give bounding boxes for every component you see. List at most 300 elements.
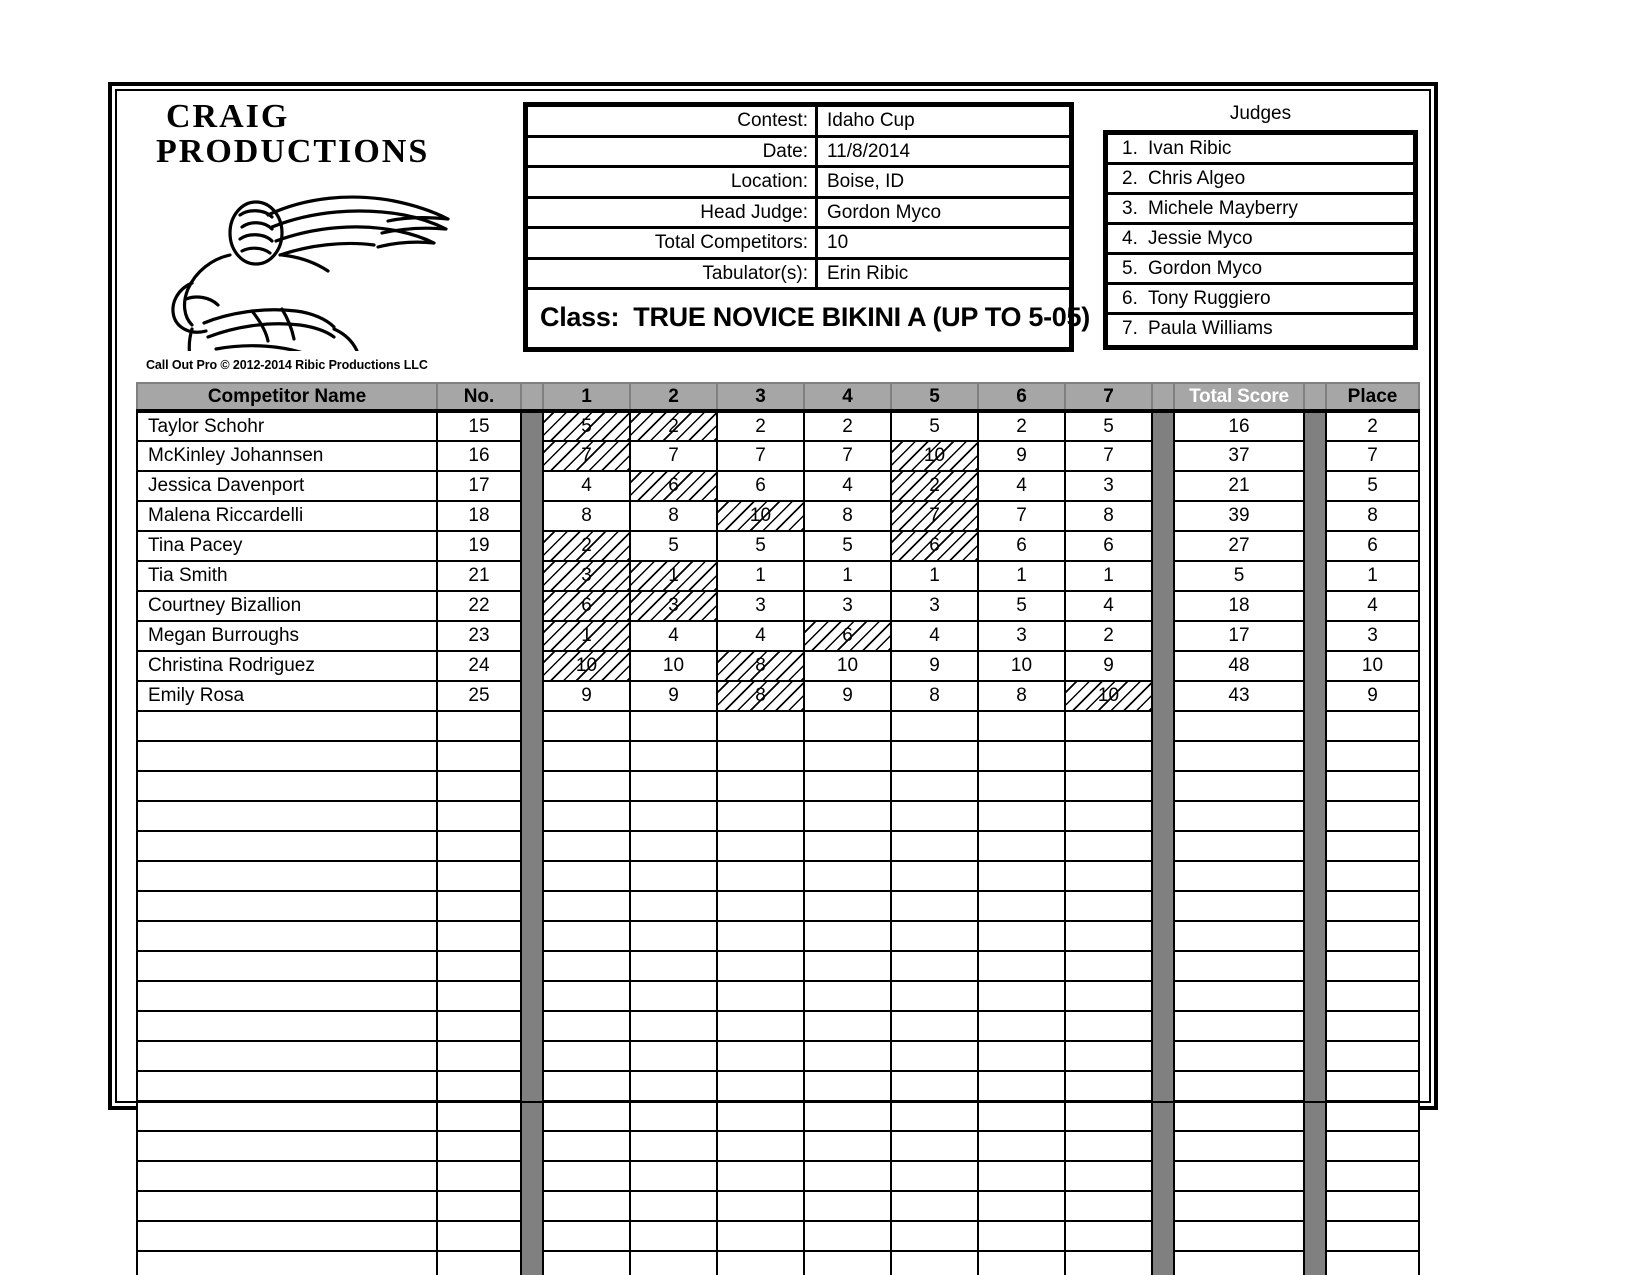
cell-judge-score-5[interactable] [891, 1161, 978, 1191]
cell-judge-score-3[interactable] [717, 1161, 804, 1191]
value-location[interactable]: Boise, ID [827, 171, 905, 192]
cell-competitor-number[interactable]: 21 [437, 561, 521, 591]
cell-competitor-name[interactable] [137, 1131, 437, 1161]
cell-competitor-name[interactable] [137, 1221, 437, 1251]
cell-judge-score-4[interactable] [804, 711, 891, 741]
cell-judge-score-3[interactable] [717, 831, 804, 861]
judge-item-5 [1108, 255, 1413, 285]
cell-judge-score-1[interactable] [543, 591, 630, 621]
cell-judge-score-3[interactable] [717, 921, 804, 951]
cell-competitor-number[interactable] [437, 1161, 521, 1191]
cell-judge-score-2[interactable] [630, 1221, 717, 1251]
cell-total-score [1174, 951, 1304, 981]
header-number: No. [437, 383, 521, 411]
cell-total-score [1174, 1221, 1304, 1251]
cell-judge-score-6[interactable] [978, 1161, 1065, 1191]
cell-judge-score-2[interactable] [630, 1011, 717, 1041]
cell-competitor-number[interactable] [437, 1011, 521, 1041]
cell-judge-score-5[interactable] [891, 531, 978, 561]
cell-judge-score-5[interactable] [891, 1011, 978, 1041]
cell-judge-score-6[interactable] [978, 831, 1065, 861]
cell-judge-score-3[interactable] [717, 861, 804, 891]
class-label: Class: [540, 302, 620, 332]
cell-judge-score-1[interactable] [543, 981, 630, 1011]
cell-judge-score-4[interactable] [804, 921, 891, 951]
value-contest[interactable]: Idaho Cup [827, 110, 915, 131]
cell-judge-score-7[interactable]: 2 [1065, 621, 1152, 651]
cell-judge-score-7[interactable] [1065, 1221, 1152, 1251]
cell-judge-score-5[interactable] [891, 741, 978, 771]
cell-judge-score-4[interactable] [804, 831, 891, 861]
cell-judge-score-6[interactable]: 2 [978, 411, 1065, 441]
cell-judge-score-1[interactable] [543, 801, 630, 831]
cell-competitor-name[interactable]: Emily Rosa [137, 681, 437, 711]
cell-competitor-name[interactable] [137, 891, 437, 921]
cell-place: 5 [1326, 471, 1419, 501]
cell-judge-score-3[interactable] [717, 951, 804, 981]
cell-judge-score-2[interactable] [630, 951, 717, 981]
cell-competitor-number[interactable]: 17 [437, 471, 521, 501]
cell-judge-score-1[interactable] [543, 1251, 630, 1275]
cell-competitor-name[interactable] [137, 801, 437, 831]
cell-judge-score-2[interactable] [630, 1251, 717, 1275]
cell-gap-right [1304, 531, 1326, 561]
cell-judge-score-3[interactable] [717, 1101, 804, 1131]
cell-judge-score-3[interactable]: 5 [717, 531, 804, 561]
cell-judge-score-4[interactable]: 8 [804, 501, 891, 531]
cell-competitor-number[interactable] [437, 801, 521, 831]
cell-competitor-number[interactable]: 15 [437, 411, 521, 441]
cell-competitor-name[interactable] [137, 1161, 437, 1191]
cell-judge-score-3[interactable] [717, 981, 804, 1011]
cell-competitor-name[interactable] [137, 771, 437, 801]
cell-judge-score-3[interactable] [717, 711, 804, 741]
cell-judge-score-4[interactable] [804, 621, 891, 651]
cell-judge-score-4[interactable]: 2 [804, 411, 891, 441]
cell-judge-score-7[interactable] [1065, 1071, 1152, 1101]
cell-judge-score-4[interactable]: 1 [804, 561, 891, 591]
cell-judge-score-1[interactable] [543, 951, 630, 981]
cell-judge-score-2[interactable] [630, 921, 717, 951]
cell-gap-right [1304, 681, 1326, 711]
cell-judge-score-6[interactable] [978, 1251, 1065, 1275]
cell-competitor-number[interactable] [437, 1191, 521, 1221]
cell-judge-score-5[interactable]: 9 [891, 651, 978, 681]
value-head-judge[interactable]: Gordon Myco [827, 201, 942, 223]
cell-judge-score-1[interactable] [543, 1161, 630, 1191]
cell-competitor-name[interactable] [137, 711, 437, 741]
cell-judge-score-5[interactable] [891, 471, 978, 501]
cell-judge-score-7[interactable] [1065, 891, 1152, 921]
cell-judge-score-7[interactable] [1065, 1011, 1152, 1041]
cell-judge-score-5[interactable] [891, 1191, 978, 1221]
cell-judge-score-3[interactable] [717, 741, 804, 771]
cell-judge-score-5[interactable] [891, 1251, 978, 1275]
cell-judge-score-5[interactable]: 1 [891, 561, 978, 591]
cell-competitor-number[interactable]: 16 [437, 441, 521, 471]
cell-judge-score-2[interactable]: 7 [630, 441, 717, 471]
cell-judge-score-2[interactable] [630, 771, 717, 801]
cell-judge-score-2[interactable] [630, 1101, 717, 1131]
cell-competitor-number[interactable]: 24 [437, 651, 521, 681]
cell-judge-score-2[interactable]: 9 [630, 681, 717, 711]
cell-judge-score-5[interactable] [891, 1131, 978, 1161]
judge-item-2 [1108, 165, 1413, 195]
cell-judge-score-2[interactable] [630, 591, 717, 621]
cell-total-score [1174, 891, 1304, 921]
cell-judge-score-7[interactable] [1065, 1191, 1152, 1221]
cell-judge-score-7[interactable] [1065, 1101, 1152, 1131]
cell-judge-score-7[interactable] [1065, 711, 1152, 741]
cell-gap-left [521, 831, 543, 861]
cell-judge-score-5[interactable] [891, 801, 978, 831]
cell-competitor-name[interactable]: Courtney Bizallion [137, 591, 437, 621]
cell-judge-score-3[interactable] [717, 801, 804, 831]
cell-judge-score-7[interactable] [1065, 681, 1152, 711]
cell-judge-score-5[interactable] [891, 891, 978, 921]
cell-judge-score-2[interactable] [630, 981, 717, 1011]
cell-judge-score-3[interactable]: 2 [717, 411, 804, 441]
cell-judge-score-1[interactable] [543, 831, 630, 861]
cell-judge-score-2[interactable] [630, 561, 717, 591]
cell-judge-score-6[interactable]: 8 [978, 681, 1065, 711]
cell-judge-score-6[interactable]: 3 [978, 621, 1065, 651]
cell-judge-score-6[interactable] [978, 861, 1065, 891]
cell-judge-score-1[interactable]: 9 [543, 681, 630, 711]
cell-judge-score-3[interactable] [717, 1071, 804, 1101]
cell-judge-score-6[interactable]: 9 [978, 441, 1065, 471]
cell-judge-score-7[interactable]: 4 [1065, 591, 1152, 621]
cell-competitor-number[interactable] [437, 1101, 521, 1131]
cell-competitor-number[interactable] [437, 891, 521, 921]
cell-judge-score-5[interactable] [891, 1041, 978, 1071]
cell-total-score: 27 [1174, 531, 1304, 561]
cell-competitor-number[interactable] [437, 1071, 521, 1101]
cell-gap-mid [1152, 471, 1174, 501]
cell-competitor-name[interactable] [137, 1251, 437, 1275]
cell-judge-score-1[interactable]: 4 [543, 471, 630, 501]
cell-judge-score-6[interactable] [978, 1101, 1065, 1131]
cell-judge-score-1[interactable] [543, 891, 630, 921]
cell-judge-score-5[interactable] [891, 771, 978, 801]
cell-judge-score-4[interactable]: 9 [804, 681, 891, 711]
cell-judge-score-6[interactable] [978, 1041, 1065, 1071]
cell-gap-right [1304, 1101, 1326, 1131]
cell-judge-score-2[interactable]: 8 [630, 501, 717, 531]
cell-judge-score-1[interactable] [543, 621, 630, 651]
cell-judge-score-7[interactable] [1065, 951, 1152, 981]
cell-total-score [1174, 921, 1304, 951]
cell-total-score [1174, 1131, 1304, 1161]
cell-judge-score-7[interactable]: 9 [1065, 651, 1152, 681]
cell-competitor-number[interactable]: 18 [437, 501, 521, 531]
cell-competitor-number[interactable] [437, 771, 521, 801]
cell-judge-score-5[interactable] [891, 501, 978, 531]
cell-gap-right [1304, 651, 1326, 681]
cell-judge-score-3[interactable] [717, 651, 804, 681]
cell-judge-score-6[interactable] [978, 921, 1065, 951]
cell-judge-score-1[interactable] [543, 561, 630, 591]
cell-judge-score-6[interactable]: 7 [978, 501, 1065, 531]
cell-competitor-name[interactable] [137, 1071, 437, 1101]
cell-judge-score-4[interactable]: 7 [804, 441, 891, 471]
cell-judge-score-4[interactable] [804, 1101, 891, 1131]
cell-judge-score-3[interactable] [717, 1131, 804, 1161]
cell-judge-score-2[interactable] [630, 891, 717, 921]
cell-competitor-name[interactable]: Jessica Davenport [137, 471, 437, 501]
cell-judge-score-6[interactable] [978, 1011, 1065, 1041]
cell-competitor-name[interactable] [137, 741, 437, 771]
cell-competitor-number[interactable]: 22 [437, 591, 521, 621]
cell-competitor-name[interactable] [137, 831, 437, 861]
cell-competitor-name[interactable] [137, 951, 437, 981]
cell-judge-score-7[interactable] [1065, 1161, 1152, 1191]
cell-judge-score-4[interactable] [804, 951, 891, 981]
info-row-location [528, 168, 1069, 199]
cell-judge-score-3[interactable]: 3 [717, 591, 804, 621]
cell-judge-score-5[interactable]: 8 [891, 681, 978, 711]
cell-competitor-name[interactable]: Taylor Schohr [137, 411, 437, 441]
cell-judge-score-2[interactable] [630, 801, 717, 831]
cell-judge-score-1[interactable] [543, 861, 630, 891]
cell-judge-score-1[interactable] [543, 531, 630, 561]
cell-judge-score-4[interactable] [804, 1251, 891, 1275]
cell-judge-score-6[interactable] [978, 1071, 1065, 1101]
cell-judge-score-1[interactable] [543, 1041, 630, 1071]
cell-judge-score-5[interactable] [891, 861, 978, 891]
cell-judge-score-7[interactable] [1065, 1251, 1152, 1275]
cell-judge-score-2[interactable]: 5 [630, 531, 717, 561]
cell-competitor-name[interactable]: Malena Riccardelli [137, 501, 437, 531]
cell-judge-score-3[interactable] [717, 501, 804, 531]
cell-judge-score-4[interactable]: 4 [804, 471, 891, 501]
cell-judge-score-5[interactable] [891, 951, 978, 981]
judge-item-3 [1108, 195, 1413, 225]
table-row [137, 411, 1419, 441]
table-row-empty [137, 741, 1419, 771]
value-date[interactable]: 11/8/2014 [827, 140, 911, 162]
cell-judge-score-2[interactable] [630, 1071, 717, 1101]
cell-judge-score-2[interactable] [630, 861, 717, 891]
cell-judge-score-7[interactable]: 1 [1065, 561, 1152, 591]
cell-competitor-number[interactable] [437, 1221, 521, 1251]
cell-competitor-number[interactable] [437, 741, 521, 771]
cell-judge-score-4[interactable]: 5 [804, 531, 891, 561]
cell-judge-score-5[interactable] [891, 711, 978, 741]
cell-judge-score-6[interactable] [978, 801, 1065, 831]
cell-judge-score-1[interactable] [543, 1011, 630, 1041]
cell-judge-score-3[interactable] [717, 891, 804, 921]
cell-competitor-number[interactable] [437, 831, 521, 861]
cell-judge-score-1[interactable] [543, 711, 630, 741]
cell-judge-score-2[interactable] [630, 1191, 717, 1221]
cell-judge-score-2[interactable] [630, 411, 717, 441]
cell-judge-score-5[interactable]: 4 [891, 621, 978, 651]
cell-judge-score-5[interactable] [891, 1101, 978, 1131]
cell-judge-score-5[interactable] [891, 831, 978, 861]
cell-judge-score-3[interactable] [717, 681, 804, 711]
cell-judge-score-1[interactable] [543, 651, 630, 681]
cell-judge-score-7[interactable] [1065, 921, 1152, 951]
cell-judge-score-4[interactable] [804, 771, 891, 801]
cell-judge-score-4[interactable] [804, 981, 891, 1011]
cell-judge-score-5[interactable] [891, 981, 978, 1011]
cell-judge-score-3[interactable] [717, 1041, 804, 1071]
cell-judge-score-4[interactable] [804, 1161, 891, 1191]
cell-judge-score-1[interactable] [543, 1131, 630, 1161]
cell-competitor-number[interactable]: 23 [437, 621, 521, 651]
cell-judge-score-7[interactable]: 7 [1065, 441, 1152, 471]
cell-judge-score-6[interactable] [978, 981, 1065, 1011]
cell-judge-score-3[interactable] [717, 1191, 804, 1221]
cell-competitor-name[interactable] [137, 921, 437, 951]
cell-judge-score-4[interactable] [804, 741, 891, 771]
cell-judge-score-4[interactable] [804, 1191, 891, 1221]
cell-competitor-name[interactable] [137, 1101, 437, 1131]
cell-competitor-name[interactable] [137, 981, 437, 1011]
cell-judge-score-7[interactable]: 8 [1065, 501, 1152, 531]
cell-judge-score-1[interactable]: 8 [543, 501, 630, 531]
cell-competitor-name[interactable]: McKinley Johannsen [137, 441, 437, 471]
contest-info-table [523, 102, 1090, 352]
cell-judge-score-7[interactable]: 6 [1065, 531, 1152, 561]
cell-judge-score-3[interactable] [717, 1251, 804, 1275]
cell-competitor-number[interactable]: 25 [437, 681, 521, 711]
cell-competitor-name[interactable] [137, 1191, 437, 1221]
cell-competitor-number[interactable] [437, 1041, 521, 1071]
cell-judge-score-6[interactable] [978, 1221, 1065, 1251]
cell-competitor-name[interactable]: Megan Burroughs [137, 621, 437, 651]
cell-judge-score-4[interactable] [804, 861, 891, 891]
cell-judge-score-1[interactable] [543, 411, 630, 441]
cell-judge-score-7[interactable] [1065, 771, 1152, 801]
score-value: 6 [842, 625, 853, 646]
cell-judge-score-2[interactable]: 10 [630, 651, 717, 681]
cell-judge-score-6[interactable]: 1 [978, 561, 1065, 591]
cell-judge-score-7[interactable] [1065, 1041, 1152, 1071]
cell-judge-score-2[interactable]: 4 [630, 621, 717, 651]
cell-competitor-name[interactable] [137, 1011, 437, 1041]
cell-judge-score-5[interactable] [891, 921, 978, 951]
cell-judge-score-2[interactable] [630, 471, 717, 501]
cell-judge-score-2[interactable] [630, 831, 717, 861]
cell-judge-score-6[interactable]: 5 [978, 591, 1065, 621]
class-row [528, 290, 1090, 345]
cell-competitor-number[interactable] [437, 951, 521, 981]
cell-competitor-number[interactable] [437, 1131, 521, 1161]
cell-judge-score-6[interactable]: 6 [978, 531, 1065, 561]
cell-judge-score-1[interactable] [543, 921, 630, 951]
cell-judge-score-6[interactable] [978, 741, 1065, 771]
cell-judge-score-6[interactable] [978, 771, 1065, 801]
cell-judge-score-4[interactable]: 10 [804, 651, 891, 681]
cell-judge-score-6[interactable]: 10 [978, 651, 1065, 681]
judge-name-7: Paula Williams [1148, 318, 1273, 339]
cell-judge-score-4[interactable] [804, 891, 891, 921]
cell-total-score: 21 [1174, 471, 1304, 501]
cell-judge-score-7[interactable] [1065, 831, 1152, 861]
cell-judge-score-6[interactable] [978, 711, 1065, 741]
cell-competitor-name[interactable]: Christina Rodriguez [137, 651, 437, 681]
cell-judge-score-3[interactable]: 4 [717, 621, 804, 651]
cell-judge-score-5[interactable]: 5 [891, 411, 978, 441]
cell-judge-score-7[interactable] [1065, 981, 1152, 1011]
cell-judge-score-1[interactable] [543, 771, 630, 801]
cell-judge-score-5[interactable] [891, 1071, 978, 1101]
cell-judge-score-2[interactable] [630, 1131, 717, 1161]
cell-judge-score-4[interactable] [804, 801, 891, 831]
cell-competitor-number[interactable] [437, 861, 521, 891]
cell-judge-score-1[interactable] [543, 1221, 630, 1251]
cell-judge-score-4[interactable] [804, 1071, 891, 1101]
cell-judge-score-6[interactable] [978, 951, 1065, 981]
cell-judge-score-6[interactable] [978, 1191, 1065, 1221]
cell-competitor-number[interactable]: 19 [437, 531, 521, 561]
cell-judge-score-1[interactable] [543, 441, 630, 471]
score-value: 10 [575, 655, 598, 676]
cell-judge-score-7[interactable] [1065, 1131, 1152, 1161]
cell-gap-mid [1152, 591, 1174, 621]
cell-judge-score-1[interactable] [543, 1191, 630, 1221]
cell-competitor-number[interactable] [437, 711, 521, 741]
label-total-competitors: Total Competitors: [528, 229, 818, 257]
cell-gap-left [521, 981, 543, 1011]
cell-judge-score-4[interactable] [804, 1011, 891, 1041]
cell-judge-score-5[interactable]: 3 [891, 591, 978, 621]
cell-judge-score-2[interactable] [630, 1041, 717, 1071]
cell-competitor-number[interactable] [437, 981, 521, 1011]
cell-judge-score-5[interactable] [891, 1221, 978, 1251]
cell-judge-score-3[interactable]: 1 [717, 561, 804, 591]
cell-judge-score-3[interactable] [717, 1011, 804, 1041]
cell-competitor-name[interactable] [137, 1041, 437, 1071]
cell-judge-score-4[interactable]: 3 [804, 591, 891, 621]
cell-judge-score-2[interactable] [630, 741, 717, 771]
cell-competitor-name[interactable]: Tina Pacey [137, 531, 437, 561]
cell-judge-score-5[interactable] [891, 441, 978, 471]
cell-judge-score-4[interactable] [804, 1131, 891, 1161]
cell-judge-score-6[interactable]: 4 [978, 471, 1065, 501]
cell-judge-score-1[interactable] [543, 741, 630, 771]
cell-judge-score-3[interactable] [717, 771, 804, 801]
cell-competitor-name[interactable]: Tia Smith [137, 561, 437, 591]
cell-judge-score-7[interactable]: 3 [1065, 471, 1152, 501]
cell-judge-score-7[interactable] [1065, 861, 1152, 891]
cell-gap-left [521, 441, 543, 471]
cell-judge-score-7[interactable] [1065, 741, 1152, 771]
cell-competitor-number[interactable] [437, 921, 521, 951]
cell-judge-score-2[interactable] [630, 1161, 717, 1191]
cell-judge-score-3[interactable] [717, 1221, 804, 1251]
cell-judge-score-6[interactable] [978, 891, 1065, 921]
cell-judge-score-2[interactable] [630, 711, 717, 741]
cell-judge-score-7[interactable] [1065, 801, 1152, 831]
cell-judge-score-1[interactable] [543, 1101, 630, 1131]
cell-judge-score-1[interactable] [543, 1071, 630, 1101]
cell-gap-left [521, 591, 543, 621]
cell-competitor-number[interactable] [437, 1251, 521, 1275]
value-total-competitors[interactable]: 10 [827, 232, 849, 253]
cell-judge-score-3[interactable]: 6 [717, 471, 804, 501]
cell-gap-right [1304, 561, 1326, 591]
cell-competitor-name[interactable] [137, 861, 437, 891]
cell-judge-score-4[interactable] [804, 1041, 891, 1071]
cell-judge-score-7[interactable]: 5 [1065, 411, 1152, 441]
cell-judge-score-3[interactable]: 7 [717, 441, 804, 471]
cell-judge-score-6[interactable] [978, 1131, 1065, 1161]
value-tabulators[interactable]: Erin Ribic [827, 262, 909, 284]
cell-judge-score-4[interactable] [804, 1221, 891, 1251]
